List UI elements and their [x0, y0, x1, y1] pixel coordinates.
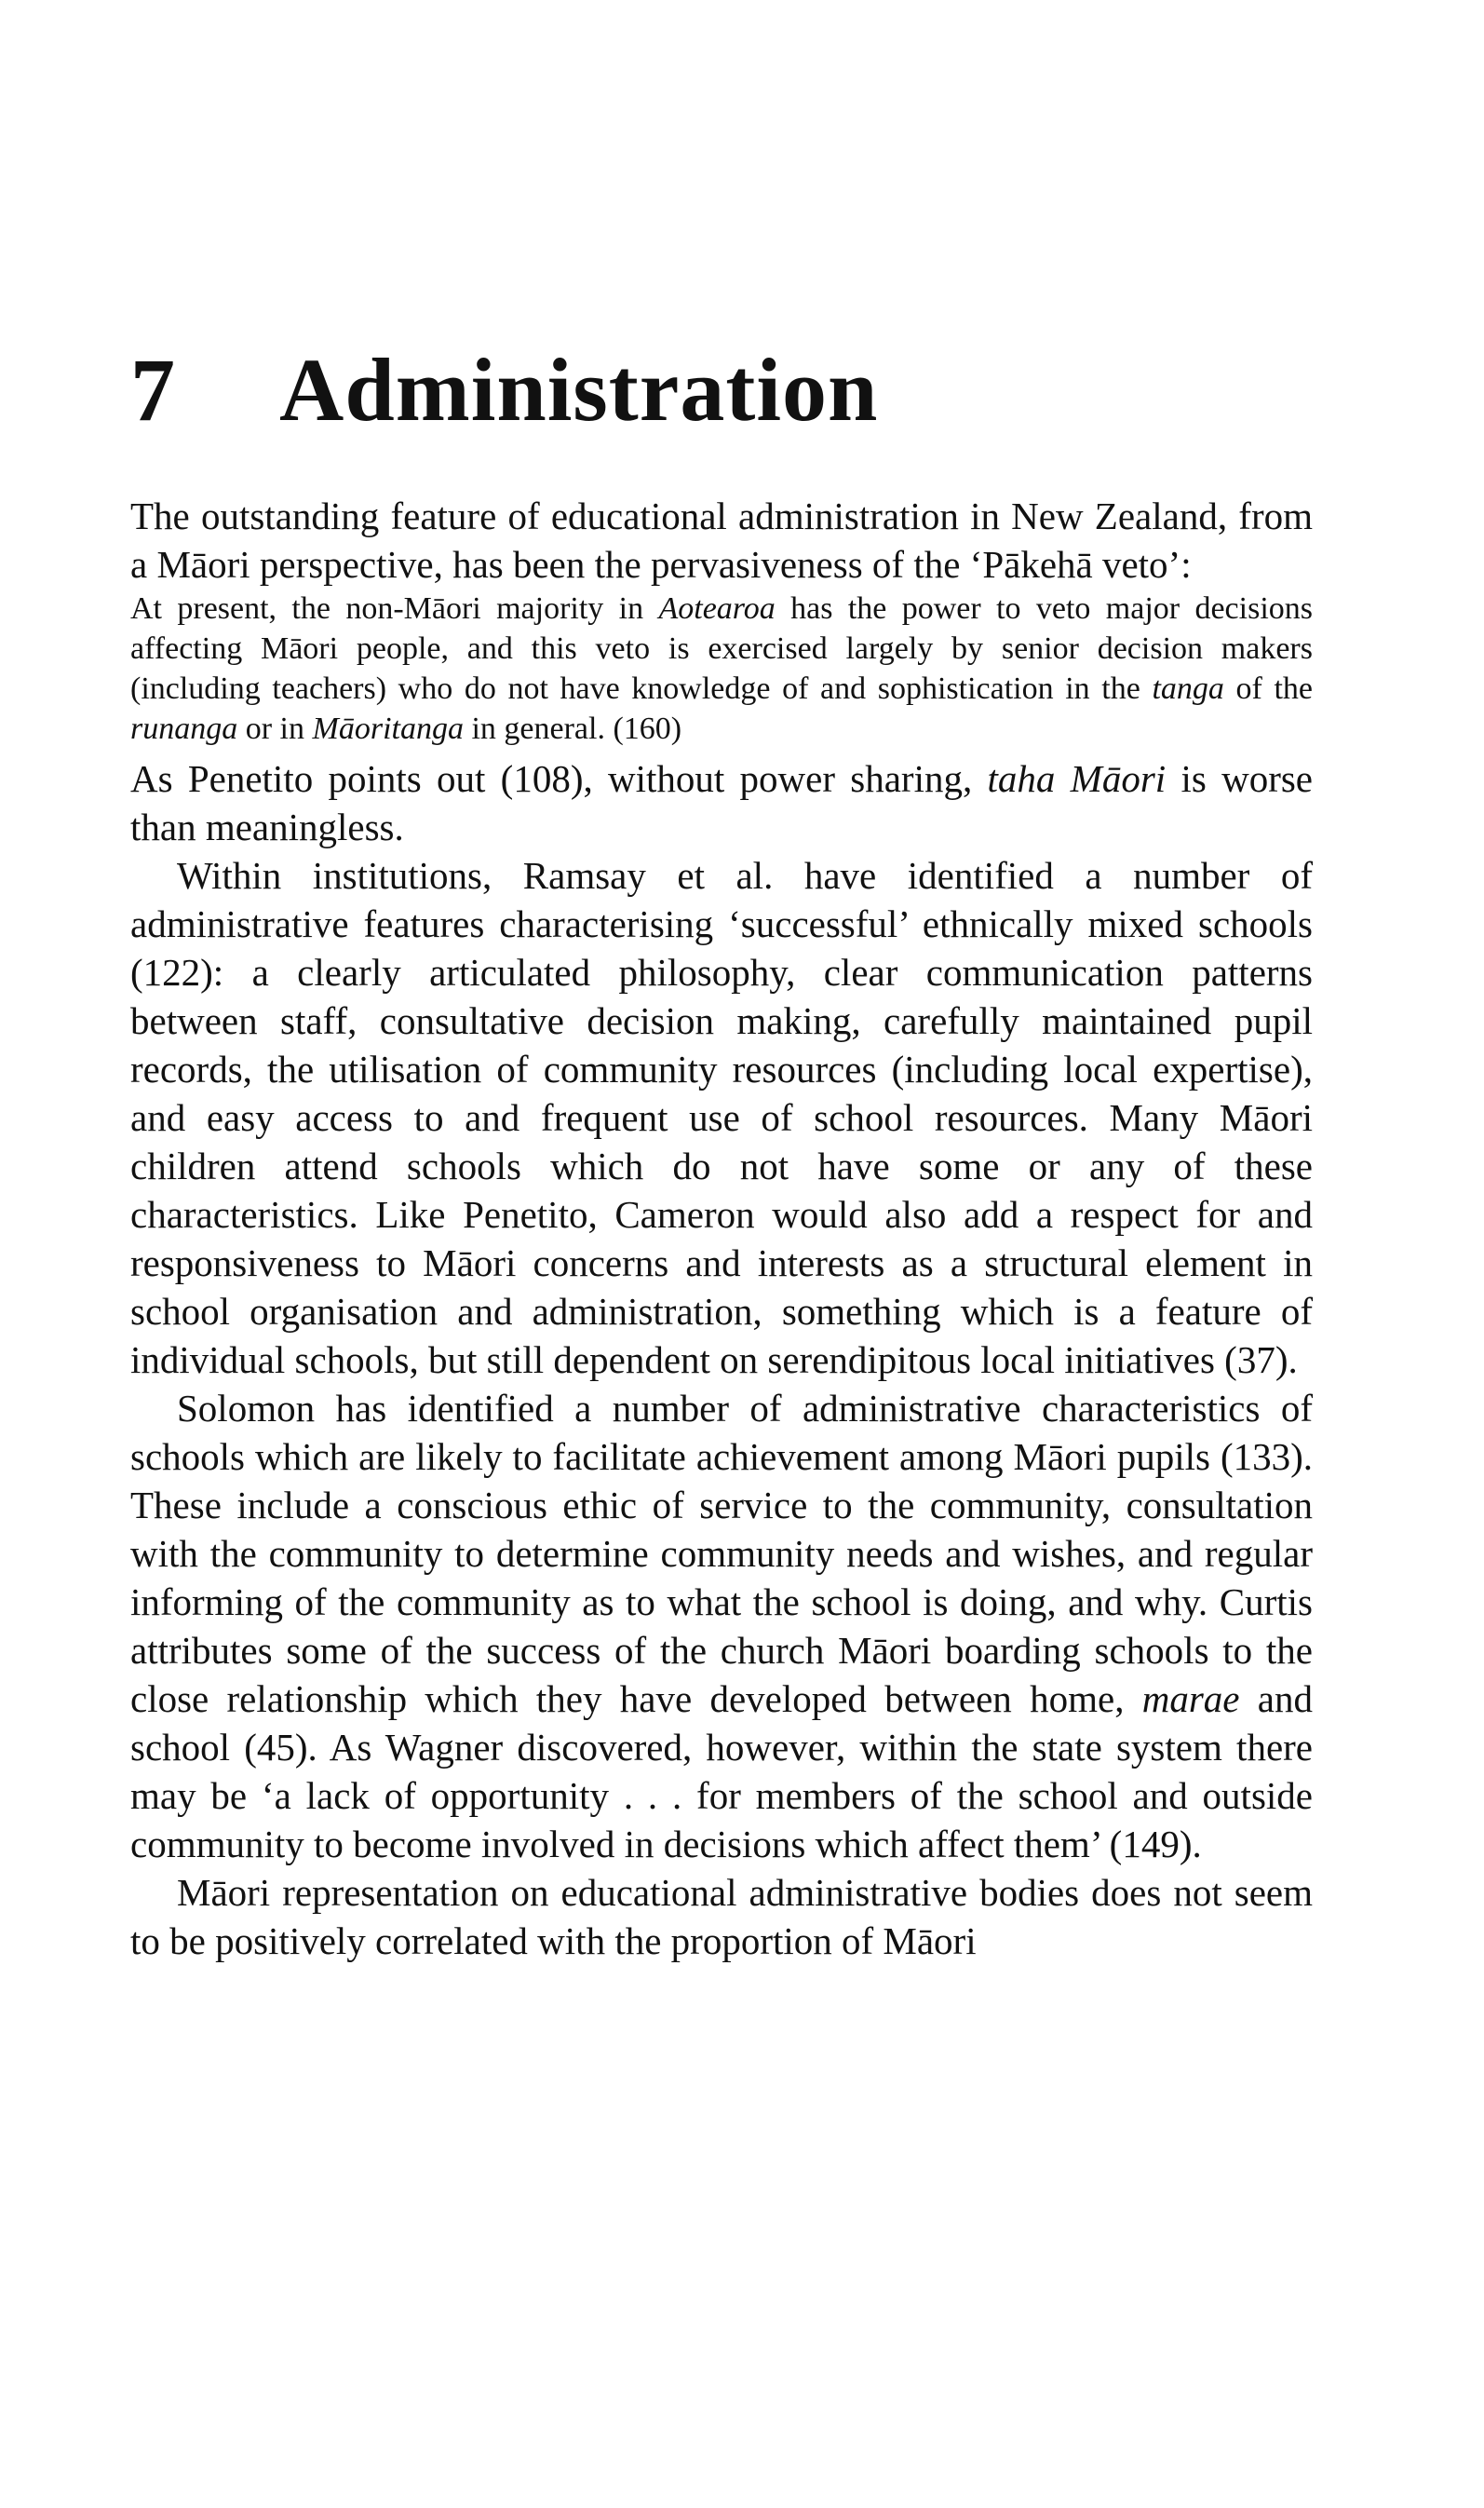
chapter-number: 7	[130, 340, 176, 441]
paragraph-power-sharing: As Penetito points out (108), without power sharing, taha Māori is worse than meaningless.	[130, 757, 1313, 848]
chapter-title: Administration	[279, 340, 879, 441]
body-text	[130, 492, 1313, 1965]
chapter-heading	[130, 330, 878, 451]
paragraph-pakeha-veto: The outstanding feature of educational administration in New Zealand, from a Māori perspective, has been the pervasiveness of the ‘Pākehā veto’:	[130, 495, 1313, 586]
paragraph-institutions: Within institutions, Ramsay et al. have identified a number of administrative features characterising ‘successful’ ethnically mixed schools (122): a clearly articulated philosophy, clear communication patterns between staff, consultative decision making, carefully maintained pupil records, the utilisation of community resources (including local expertise), and easy access to and frequent use of school resources. Many Māori children attend schools which do not have some or any of these characteristics. Like Penetito, Cameron would also add a respect for and responsiveness to Māori concerns and interests as a structural element in school organisation and administration, something which is a feature of individual schools, but still dependent on serendipitous local initiatives (37).	[130, 854, 1313, 1381]
paragraph-solomon: Solomon has identified a number of administrative characteristics of schools which are likely to facilitate achievement among Māori pupils (133). These include a conscious ethic of service to the community, consultation with the community to determine community needs and wishes, and regular informing of the community as to what the school is doing, and why. Curtis attributes some of the success of the church Māori boarding schools to the close relationship which they have developed between home, marae and school (45). As Wagner discovered, however, within the state system there may be ‘a lack of opportunity . . . for members of the school and outside community to become involved in decisions which affect them’ (149).	[130, 1387, 1313, 1865]
block-quote: At present, the non-Māori majority in Aotearoa has the power to veto major decisions affecting Māori people, and this veto is exercised largely by senior decision makers (including teachers) who do not have knowledge of and sophistication in the tanga of the runanga or in Māoritanga in general. (160)	[130, 591, 1313, 746]
paragraph-representation: Māori representation on educational administrative bodies does not seem to be positively correlated with the proportion of Māori	[130, 1871, 1313, 1962]
